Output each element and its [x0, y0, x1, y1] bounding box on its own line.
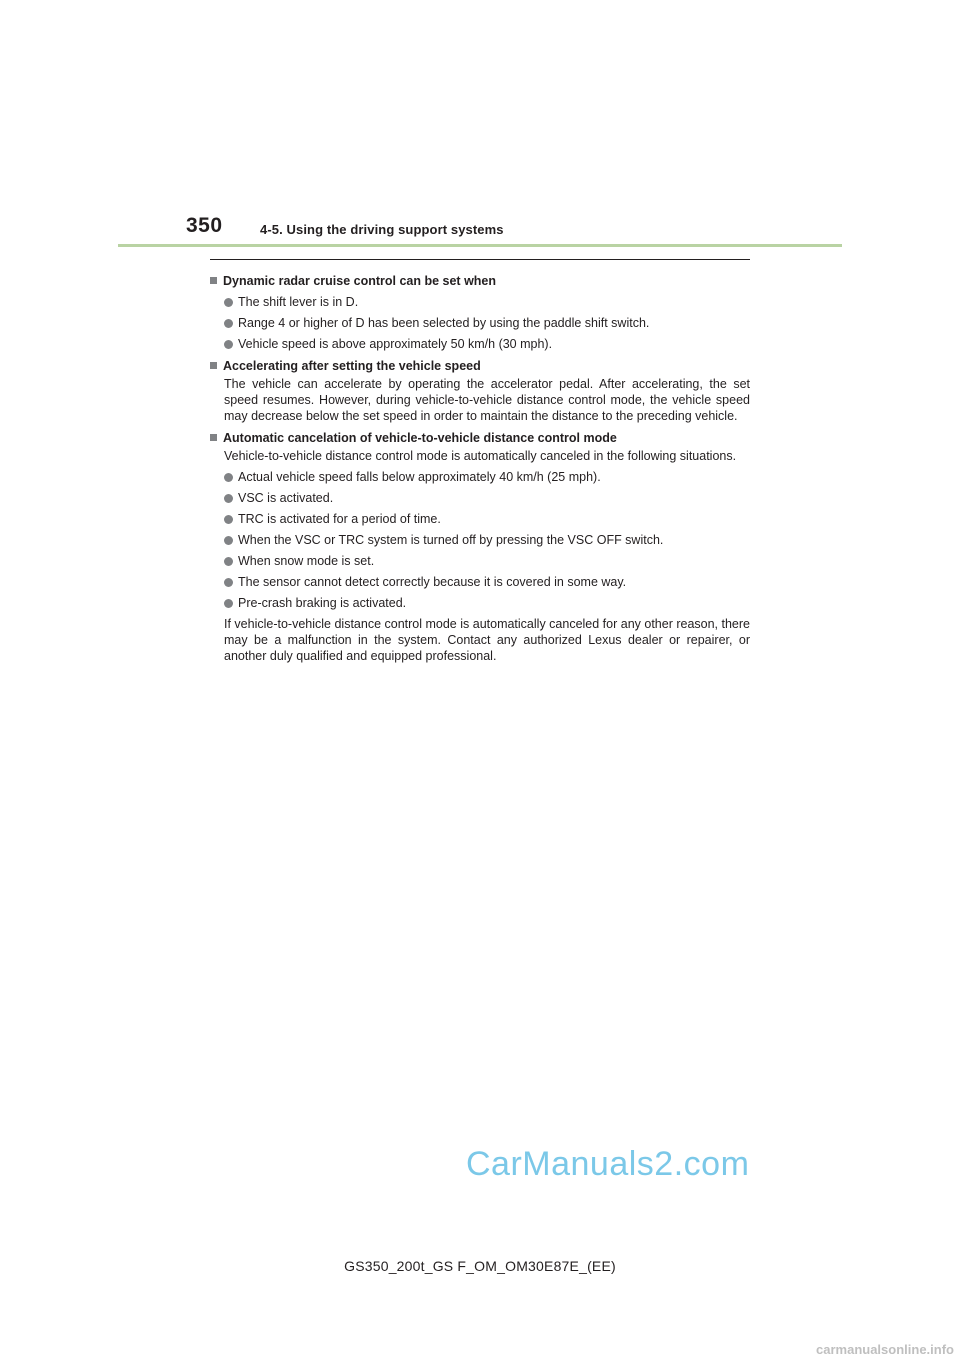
circle-bullet-icon: [224, 599, 233, 608]
list-item-text: Actual vehicle speed falls below approximately 40 km/h (25 mph).: [238, 470, 601, 484]
list-item-text: When snow mode is set.: [238, 554, 375, 568]
circle-bullet-icon: [224, 515, 233, 524]
list-item: [224, 315, 750, 331]
list-item-text: Pre-crash braking is activated.: [238, 596, 407, 610]
section-heading: [210, 430, 750, 446]
heading-text: Accelerating after setting the vehicle speed: [223, 359, 481, 373]
heading-text: Automatic cancelation of vehicle-to-vehicle distance control mode: [223, 431, 617, 445]
list-item-text: When the VSC or TRC system is turned off by pressing the VSC OFF switch.: [238, 533, 664, 547]
list-item: [224, 595, 750, 611]
circle-bullet-icon: [224, 536, 233, 545]
list-item-text: The sensor cannot detect correctly because it is covered in some way.: [238, 575, 627, 589]
page-number: 350: [186, 214, 223, 237]
circle-bullet-icon: [224, 340, 233, 349]
main-content: [210, 259, 750, 666]
section-heading: [210, 273, 750, 289]
header-divider: [118, 244, 842, 247]
watermark-logo: CarManuals2.com: [466, 1145, 750, 1183]
circle-bullet-icon: [224, 319, 233, 328]
list-item: [224, 574, 750, 590]
list-item-text: TRC is activated for a period of time.: [238, 512, 441, 526]
square-bullet-icon: [210, 277, 217, 284]
circle-bullet-icon: [224, 557, 233, 566]
document-code: GS350_200t_GS F_OM_OM30E87E_(EE): [344, 1258, 616, 1274]
circle-bullet-icon: [224, 298, 233, 307]
paragraph: Vehicle-to-vehicle distance control mode is automatically canceled in the following situations.: [224, 449, 737, 463]
circle-bullet-icon: [224, 473, 233, 482]
section-heading: [210, 358, 750, 374]
list-item-text: The shift lever is in D.: [238, 295, 359, 309]
list-item: [224, 469, 750, 485]
list-item-text: Range 4 or higher of D has been selected by using the paddle shift switch.: [238, 316, 650, 330]
circle-bullet-icon: [224, 494, 233, 503]
heading-text: Dynamic radar cruise control can be set when: [223, 274, 497, 288]
list-item: [224, 294, 750, 310]
list-item: [224, 532, 750, 548]
circle-bullet-icon: [224, 578, 233, 587]
list-item: [224, 336, 750, 352]
paragraph: The vehicle can accelerate by operating the accelerator pedal. After accelerating, the set speed resumes. However, during vehicle-to-vehicle distance control mode, the vehicle speed may decrease below the set speed in order to maintain the distance to the preceding vehicle.: [224, 377, 750, 423]
page-header: [0, 0, 960, 250]
corner-watermark: carmanualsonline.info: [816, 1342, 954, 1357]
paragraph: If vehicle-to-vehicle distance control mode is automatically canceled for any other reason, there may be a malfunction in the system. Contact any authorized Lexus dealer or repairer, or another duly qualified and equipped professional.: [224, 617, 750, 663]
list-item: [224, 490, 750, 506]
list-item-text: Vehicle speed is above approximately 50 km/h (30 mph).: [238, 337, 553, 351]
list-item: [224, 511, 750, 527]
square-bullet-icon: [210, 434, 217, 441]
square-bullet-icon: [210, 362, 217, 369]
list-item: [224, 553, 750, 569]
section-title: 4-5. Using the driving support systems: [260, 222, 504, 237]
list-item-text: VSC is activated.: [238, 491, 334, 505]
